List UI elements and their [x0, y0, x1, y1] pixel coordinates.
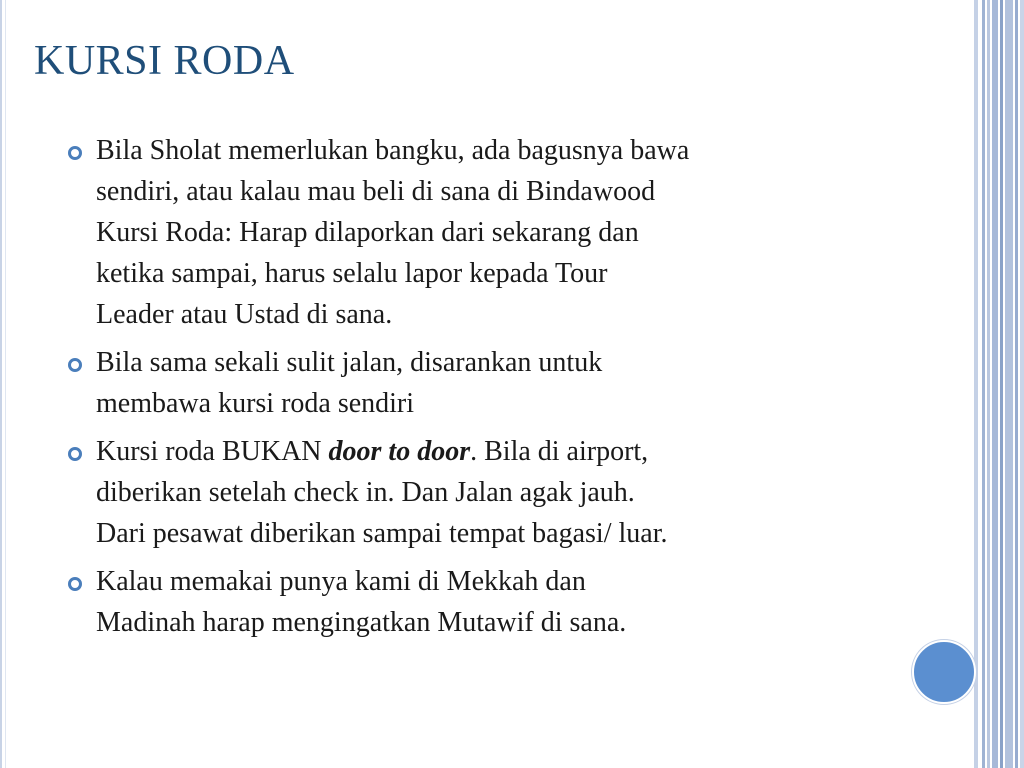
right-stripe	[992, 0, 998, 768]
circle-bullet-icon	[68, 577, 82, 591]
right-stripe	[1020, 0, 1024, 768]
bullet-text-line	[96, 431, 955, 472]
emphasis-text: door to door	[328, 436, 471, 467]
bullet-text-line: ketika sampai, harus selalu lapor kepada Tour	[96, 258, 608, 289]
circle-bullet-icon	[68, 146, 82, 160]
right-stripe	[982, 0, 985, 768]
right-stripe	[1015, 0, 1018, 768]
left-border-line-inner	[5, 0, 6, 768]
bullet-item	[60, 431, 955, 554]
right-stripe	[1000, 0, 1003, 768]
left-border-line	[0, 0, 2, 768]
bullet-text-line: membawa kursi roda sendiri	[96, 388, 415, 419]
bullet-text-segment: . Bila di airport,	[470, 436, 649, 467]
right-stripe	[974, 0, 978, 768]
bullet-text-line: Dari pesawat diberikan sampai tempat bagasi/ luar.	[96, 518, 668, 549]
bullet-text-line: Kalau memakai punya kami di Mekkah dan	[96, 566, 586, 597]
right-stripe	[1005, 0, 1013, 768]
bullet-item	[60, 561, 955, 643]
bullet-text-line: Madinah harap mengingatkan Mutawif di sana.	[96, 607, 627, 638]
circle-bullet-icon	[68, 447, 82, 461]
bullet-text-line: diberikan setelah check in. Dan Jalan agak jauh.	[96, 477, 635, 508]
right-stripe	[987, 0, 990, 768]
bullet-text-line: Bila sama sekali sulit jalan, disarankan untuk	[96, 347, 603, 378]
bullet-text-line: Bila Sholat memerlukan bangku, ada bagusnya bawa	[96, 135, 690, 166]
bullet-text-line: Leader atau Ustad di sana.	[96, 299, 393, 330]
decorative-circle	[912, 640, 976, 704]
bullet-text-line: sendiri, atau kalau mau beli di sana di Bindawood	[96, 176, 656, 207]
slide-title: KURSI RODA	[34, 38, 295, 84]
circle-bullet-icon	[68, 358, 82, 372]
bullet-text-segment: Kursi roda BUKAN	[96, 436, 329, 467]
bullet-list	[60, 130, 955, 650]
bullet-item	[60, 342, 955, 424]
bullet-text-line: Kursi Roda: Harap dilaporkan dari sekarang dan	[96, 217, 639, 248]
bullet-item	[60, 130, 955, 335]
